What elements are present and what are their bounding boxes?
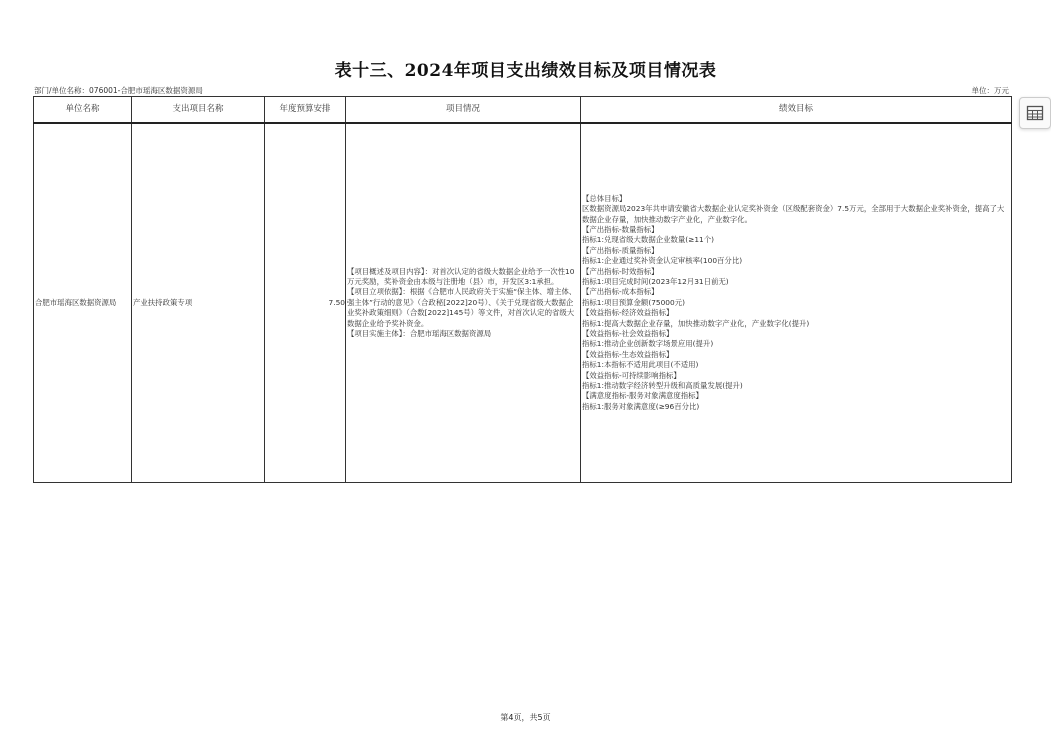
page-number: 第4页，共5页 [500, 713, 551, 722]
cell-project-situation [346, 123, 581, 483]
perf-heading-overall: 【总体目标】 [582, 193, 627, 203]
perf-heading-ecological: 【效益指标-生态效益指标】 [582, 349, 674, 359]
perf-indicator-cost: 指标1:项目预算金额(75000元) [582, 297, 685, 307]
perf-indicator-sustainable: 指标1:推动数字经济转型升级和高质量发展(提升) [582, 381, 743, 391]
unit-label: 单位：万元 [971, 86, 1009, 95]
performance-table [33, 96, 1012, 483]
perf-heading-quantity: 【产出指标-数量指标】 [582, 224, 659, 234]
situation-implementer: 【项目实施主体】：合肥市瑶海区数据资源局 [347, 329, 492, 339]
cell-unit-name: 合肥市瑶海区数据资源局 [34, 123, 132, 483]
table-row [34, 123, 1012, 483]
header-performance-target: 绩效目标 [581, 97, 1012, 124]
header-unit-name: 单位名称 [34, 97, 132, 124]
cell-budget: 7.50 [265, 123, 346, 483]
situation-basis: 【项目立项依据】：根据《合肥市人民政府关于实施“保主体、增主体、强主体”行动的意见》（合政秘[2022]20号）、《关于兑现省级大数据企业奖补政策细则》（合数[2022]145号）等文件，对首次认定的省级大数据企业给予奖补资金。 [347, 287, 577, 328]
header-project-situation: 项目情况 [346, 97, 581, 124]
perf-indicator-social: 指标1:推动企业创新数字场景应用(提升) [582, 339, 714, 349]
table-header-row [34, 97, 1012, 124]
perf-heading-social: 【效益指标-社会效益指标】 [582, 329, 674, 339]
header-budget: 年度预算安排 [265, 97, 346, 124]
perf-heading-satisfaction: 【满意度指标-服务对象满意度指标】 [582, 391, 703, 401]
department-label: 部门/单位名称：076001-合肥市瑶海区数据资源局 [34, 86, 203, 95]
page-title: 表十三、2024年项目支出绩效目标及项目情况表 [334, 61, 717, 81]
perf-indicator-ecological: 指标1:本指标不适用此项目(不适用) [582, 360, 699, 370]
header-project-name: 支出项目名称 [132, 97, 265, 124]
perf-heading-economic: 【效益指标-经济效益指标】 [582, 308, 674, 318]
table-icon [1026, 104, 1044, 122]
cell-project-name: 产业扶持政策专项 [132, 123, 265, 483]
perf-heading-timeliness: 【产出指标-时效指标】 [582, 266, 659, 276]
situation-overview: 【项目概述及项目内容】：对首次认定的省级大数据企业给予一次性10万元奖励，奖补资金由本级与注册地（县）市，开发区3:1承担。 [347, 266, 575, 286]
table-view-button[interactable] [1019, 97, 1051, 129]
perf-indicator-economic: 指标1:提高大数据企业存量，加快推动数字产业化，产业数字化(提升) [582, 318, 810, 328]
perf-indicator-satisfaction: 指标1:服务对象满意度(≥96百分比) [582, 401, 700, 411]
perf-heading-sustainable: 【效益指标-可持续影响指标】 [582, 370, 681, 380]
cell-performance-target [581, 123, 1012, 483]
perf-heading-quality: 【产出指标-质量指标】 [582, 245, 659, 255]
perf-indicator-quantity: 指标1:兑现省级大数据企业数量(≥11个) [582, 235, 715, 245]
perf-overall-text: 区数据资源局2023年共申请安徽省大数据企业认定奖补资金（区级配套资金）7.5万元，全部用于大数据企业奖补资金，提高了大数据企业存量，加快推动数字产业化，产业数字化。 [582, 204, 1005, 224]
perf-indicator-timeliness: 指标1:项目完成时间(2023年12月31日前无) [582, 276, 729, 286]
perf-indicator-quality: 指标1:企业通过奖补资金认定审核率(100百分比) [582, 256, 743, 266]
perf-heading-cost: 【产出指标-成本指标】 [582, 287, 659, 297]
